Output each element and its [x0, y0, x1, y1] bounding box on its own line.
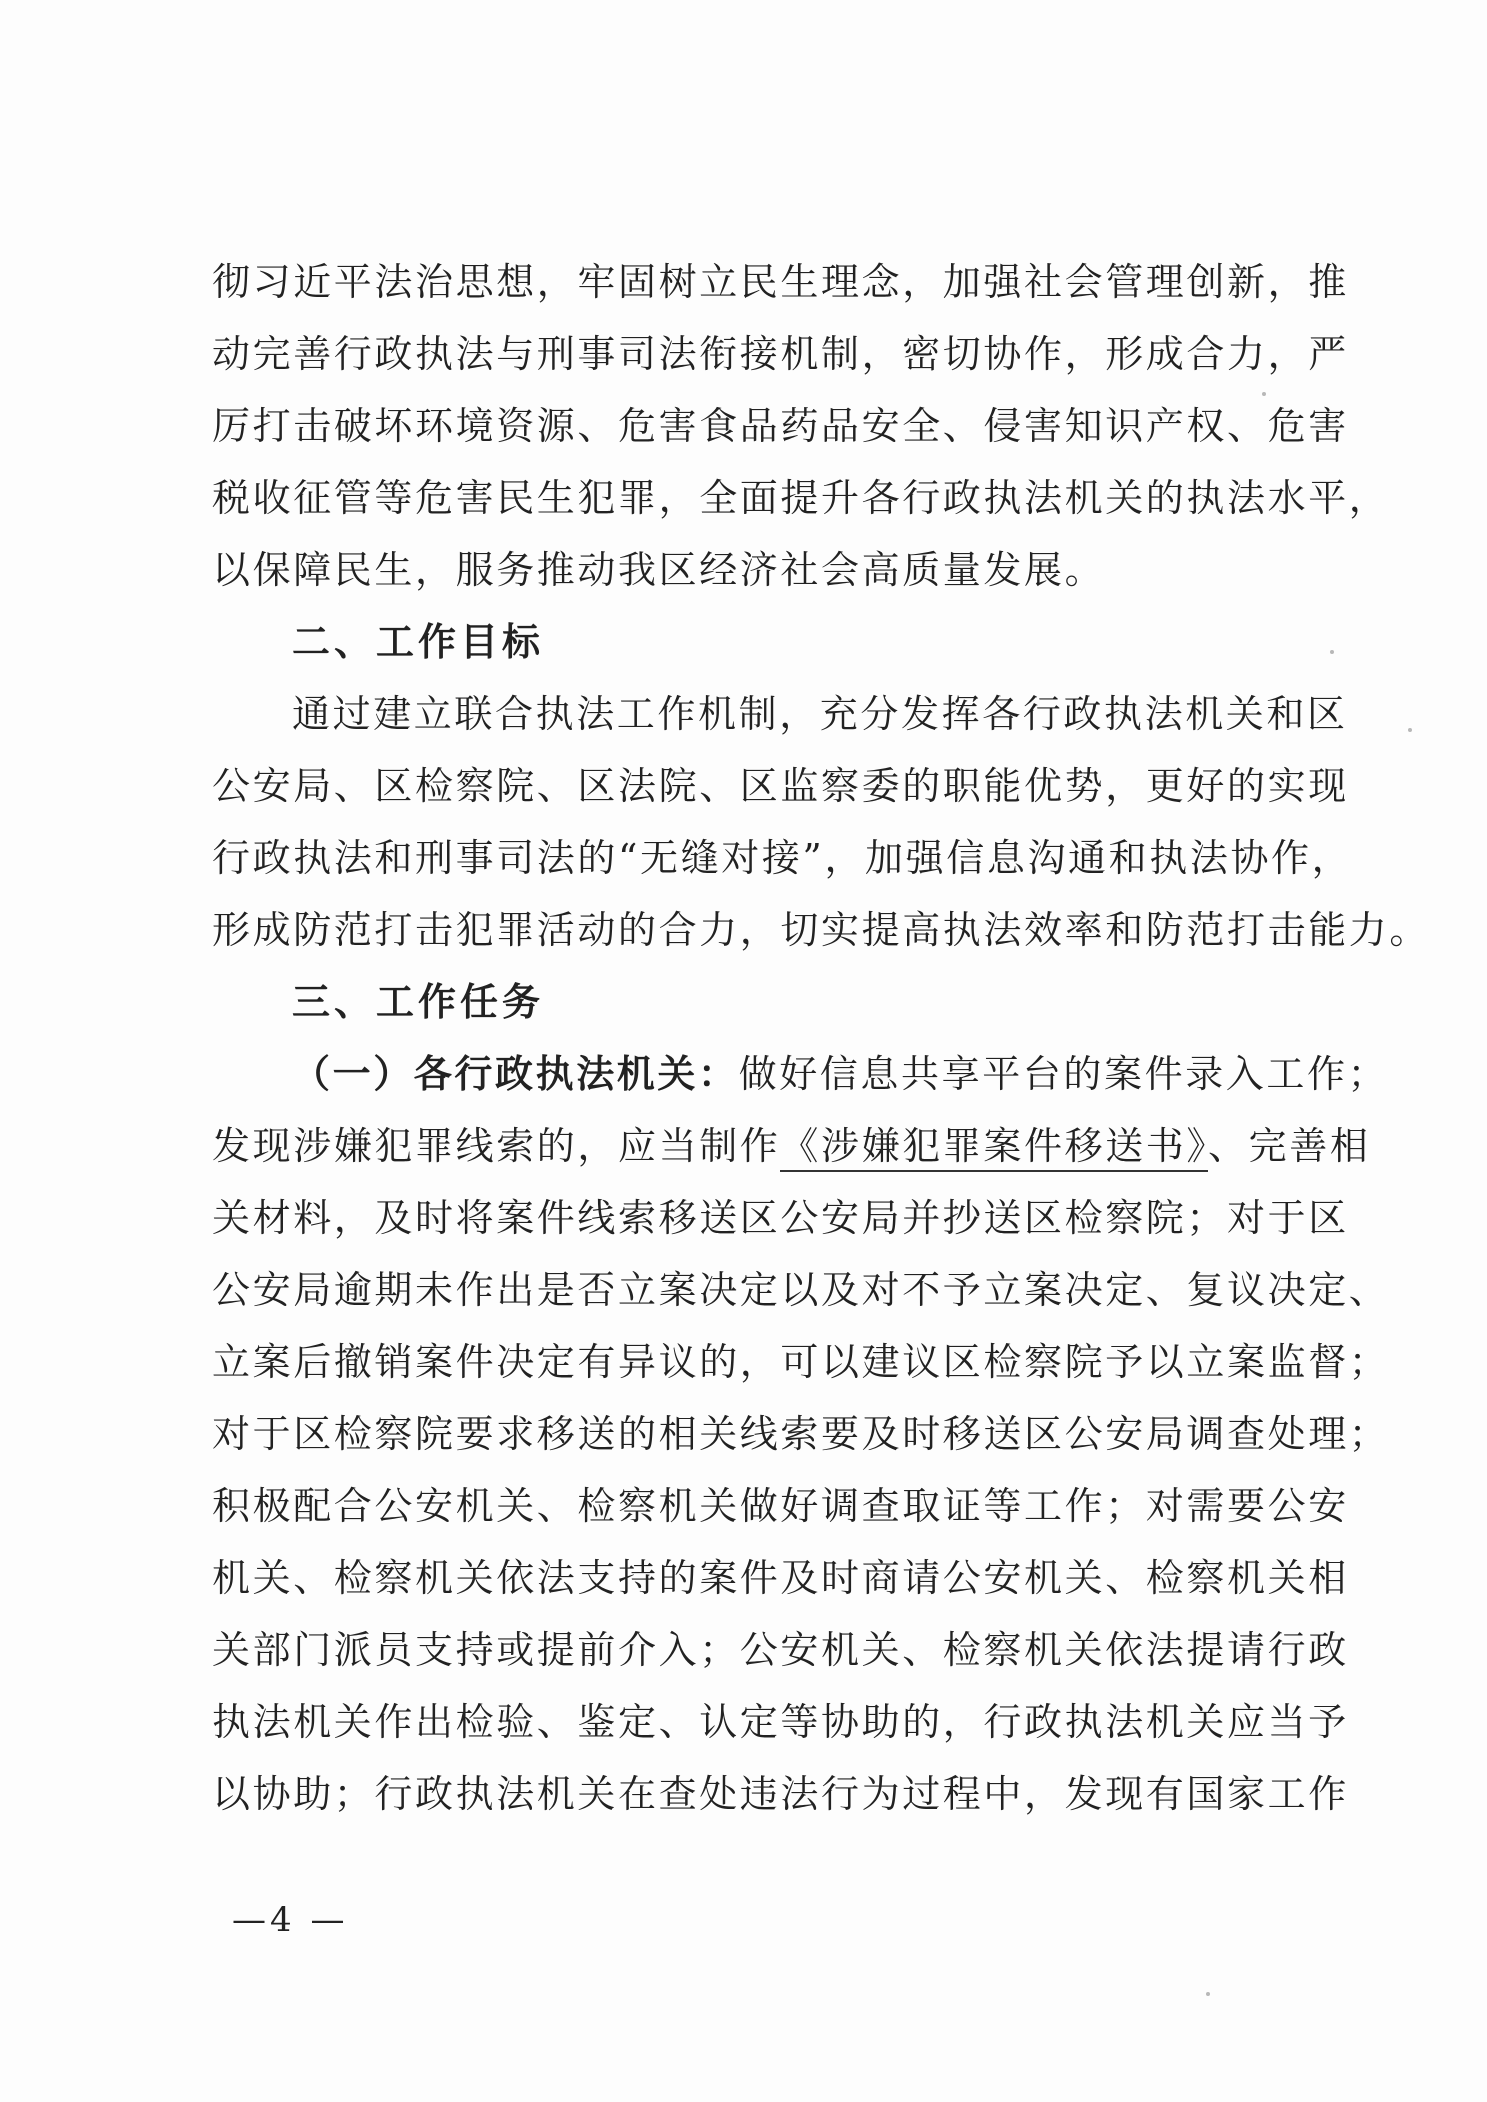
underlined-document-title: 《涉嫌犯罪案件移送书》 — [780, 1124, 1208, 1172]
task-item-text: 做好信息共享平台的案件录入工作； — [738, 1052, 1389, 1096]
paragraph-line: 关材料，及时将案件线索移送区公安局并抄送区检察院；对于区 — [212, 1196, 1349, 1240]
document-body — [212, 246, 1431, 1830]
line-text: 、完善相 — [1208, 1124, 1371, 1168]
paragraph-line: 机关、检察机关依法支持的案件及时商请公安机关、检察机关相 — [212, 1556, 1349, 1600]
paragraph-line: 动完善行政执法与刑事司法衔接机制，密切协作，形成合力，严 — [212, 332, 1349, 376]
scan-speck — [1408, 728, 1412, 732]
paragraph-line: 公安局逾期未作出是否立案决定以及对不予立案决定、复议决定、 — [212, 1268, 1390, 1312]
paragraph-line: 彻习近平法治思想，牢固树立民生理念，加强社会管理创新，推 — [212, 260, 1349, 304]
paragraph-line: 形成防范打击犯罪活动的合力，切实提高执法效率和防范打击能力。 — [212, 908, 1431, 952]
paragraph-line: 对于区检察院要求移送的相关线索要及时移送区公安局调查处理； — [212, 1412, 1390, 1456]
page-number: —4 — — [232, 1900, 349, 1940]
section-heading-tasks: 三、工作任务 — [292, 980, 545, 1024]
paragraph-line: 行政执法和刑事司法的“无缝对接”，加强信息沟通和执法协作， — [212, 836, 1353, 880]
section-heading-goals: 二、工作目标 — [292, 620, 545, 664]
paragraph-line: 公安局、区检察院、区法院、区监察委的职能优势，更好的实现 — [212, 764, 1349, 808]
paragraph-line: 立案后撤销案件决定有异议的，可以建议区检察院予以立案监督； — [212, 1340, 1390, 1384]
task-item-first-line — [212, 1038, 1389, 1110]
scan-speck — [1206, 1992, 1210, 1996]
task-item-label: （一）各行政执法机关： — [292, 1051, 739, 1096]
paragraph-line: 关部门派员支持或提前介入；公安机关、检察机关依法提请行政 — [212, 1628, 1349, 1672]
paragraph-line: 以协助；行政执法机关在查处违法行为过程中，发现有国家工作 — [212, 1772, 1349, 1816]
paragraph-line: 以保障民生，服务推动我区经济社会高质量发展。 — [212, 548, 1106, 592]
paragraph-line: 执法机关作出检验、鉴定、认定等协助的，行政执法机关应当予 — [212, 1700, 1349, 1744]
paragraph-line — [212, 1110, 1371, 1182]
paragraph-line: 积极配合公安机关、检察机关做好调查取证等工作；对需要公安 — [212, 1484, 1349, 1528]
paragraph-line: 通过建立联合执法工作机制，充分发挥各行政执法机关和区 — [292, 692, 1348, 736]
paragraph-line: 税收征管等危害民生犯罪，全面提升各行政执法机关的执法水平， — [212, 476, 1390, 520]
paragraph-line: 厉打击破坏环境资源、危害食品药品安全、侵害知识产权、危害 — [212, 404, 1349, 448]
line-text: 发现涉嫌犯罪线索的，应当制作 — [212, 1124, 781, 1168]
